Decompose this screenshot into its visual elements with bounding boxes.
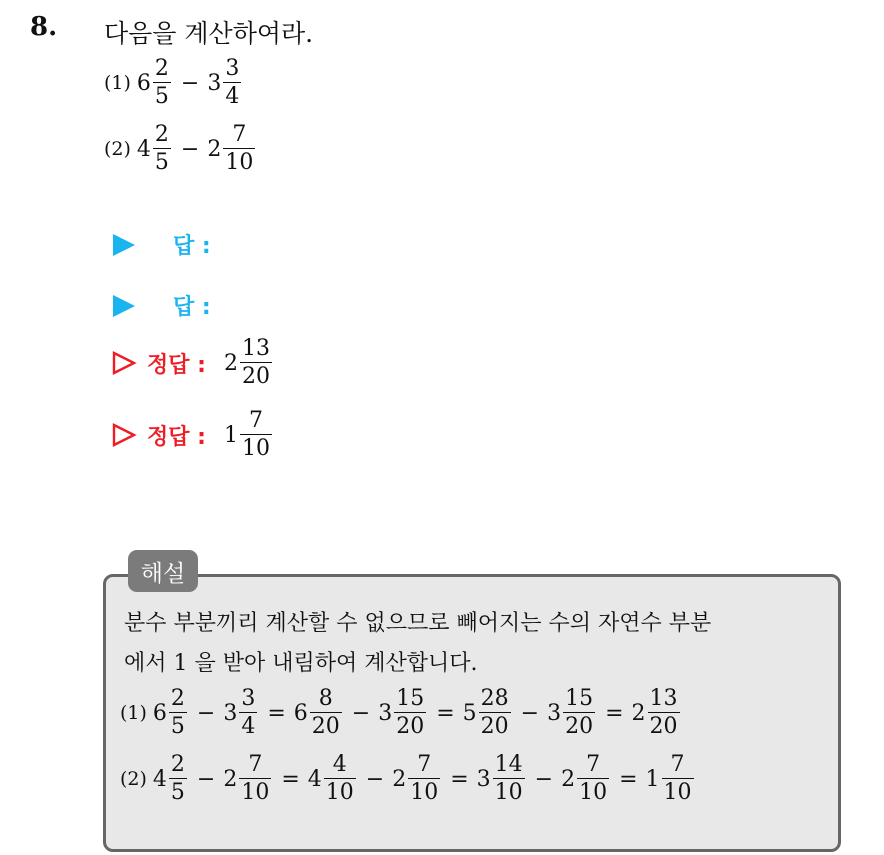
operator: − bbox=[365, 766, 385, 792]
denominator: 20 bbox=[311, 714, 340, 739]
whole-part: 3 bbox=[476, 766, 491, 792]
whole-part: 6 bbox=[152, 700, 167, 726]
answer-line-1 bbox=[113, 229, 211, 260]
fraction bbox=[223, 58, 241, 108]
whole-part: 2 bbox=[392, 766, 407, 792]
correct-value bbox=[224, 338, 274, 388]
denominator: 20 bbox=[396, 714, 425, 739]
denominator: 20 bbox=[649, 714, 678, 739]
denominator: 10 bbox=[410, 780, 439, 805]
question-text: 다음을 계산하여라. bbox=[104, 19, 314, 48]
fraction bbox=[563, 688, 595, 738]
denominator: 4 bbox=[225, 84, 240, 109]
fraction bbox=[239, 688, 257, 738]
denominator: 5 bbox=[154, 84, 169, 109]
operator: − bbox=[180, 136, 200, 162]
fraction bbox=[239, 754, 271, 804]
fraction bbox=[577, 754, 609, 804]
equation-label: (1) bbox=[120, 702, 147, 724]
answer-line-2 bbox=[113, 290, 211, 321]
denominator: 20 bbox=[565, 714, 594, 739]
whole-part: 3 bbox=[378, 700, 393, 726]
numerator: 4 bbox=[332, 752, 347, 777]
denominator: 10 bbox=[579, 780, 608, 805]
denominator: 10 bbox=[241, 780, 270, 805]
numerator: 2 bbox=[154, 56, 169, 81]
outline-triangle-icon bbox=[111, 350, 137, 376]
operator: = bbox=[267, 700, 286, 726]
whole-part: 1 bbox=[645, 766, 660, 792]
operator: = bbox=[450, 766, 469, 792]
denominator: 4 bbox=[241, 714, 256, 739]
correct-value bbox=[224, 410, 274, 460]
operator: − bbox=[534, 766, 554, 792]
numerator: 3 bbox=[225, 56, 240, 81]
numerator: 7 bbox=[417, 752, 432, 777]
denominator: 10 bbox=[663, 780, 692, 805]
numerator: 7 bbox=[586, 752, 601, 777]
fraction bbox=[394, 688, 426, 738]
operator: − bbox=[196, 766, 216, 792]
operator: − bbox=[520, 700, 540, 726]
operator: = bbox=[281, 766, 300, 792]
denominator: 10 bbox=[325, 780, 354, 805]
fraction bbox=[493, 754, 525, 804]
whole-part: 2 bbox=[223, 350, 238, 376]
numerator: 2 bbox=[170, 752, 185, 777]
numerator: 14 bbox=[494, 752, 523, 777]
problem-1 bbox=[104, 58, 243, 108]
numerator: 13 bbox=[241, 336, 270, 361]
fraction bbox=[324, 754, 356, 804]
denominator: 5 bbox=[154, 150, 169, 175]
whole-part: 4 bbox=[152, 766, 167, 792]
question-number: 8. bbox=[30, 12, 58, 42]
whole-part: 2 bbox=[561, 766, 576, 792]
explanation-line-2: 에서 1 을 받아 내림하여 계산합니다. bbox=[124, 651, 478, 676]
correct-label: 정답 : bbox=[147, 352, 206, 378]
numerator: 7 bbox=[670, 752, 685, 777]
whole-part: 2 bbox=[207, 136, 222, 162]
fraction bbox=[169, 688, 187, 738]
fraction bbox=[408, 754, 440, 804]
whole-part: 2 bbox=[631, 700, 646, 726]
answer-label: 답 : bbox=[173, 234, 211, 259]
operator: = bbox=[619, 766, 638, 792]
numerator: 13 bbox=[649, 686, 678, 711]
denominator: 20 bbox=[241, 364, 270, 389]
operator: − bbox=[180, 70, 200, 96]
operator: − bbox=[351, 700, 371, 726]
numerator: 2 bbox=[170, 686, 185, 711]
problem-2 bbox=[104, 124, 257, 174]
numerator: 7 bbox=[232, 122, 247, 147]
whole-part: 4 bbox=[307, 766, 322, 792]
fraction bbox=[240, 338, 272, 388]
operator: = bbox=[605, 700, 624, 726]
outline-triangle-icon bbox=[111, 422, 137, 448]
denominator: 10 bbox=[494, 780, 523, 805]
play-triangle-icon bbox=[113, 234, 135, 256]
fraction bbox=[153, 124, 171, 174]
denominator: 10 bbox=[241, 436, 270, 461]
fraction bbox=[310, 688, 342, 738]
problem-label: (1) bbox=[104, 72, 131, 94]
whole-part: 1 bbox=[223, 422, 238, 448]
fraction bbox=[662, 754, 694, 804]
answer-label: 답 : bbox=[173, 295, 211, 320]
explanation-line-1: 분수 부분끼리 계산할 수 없으므로 빼어지는 수의 자연수 부분 bbox=[124, 611, 712, 636]
explanation-equation-2 bbox=[120, 754, 696, 804]
explanation-equation-1 bbox=[120, 688, 682, 738]
denominator: 20 bbox=[480, 714, 509, 739]
explanation-tag: 해설 bbox=[128, 550, 198, 592]
correct-label: 정답 : bbox=[147, 424, 206, 450]
whole-part: 3 bbox=[207, 70, 222, 96]
operator: = bbox=[436, 700, 455, 726]
fraction bbox=[223, 124, 255, 174]
problem-label: (2) bbox=[104, 138, 131, 160]
operator: − bbox=[196, 700, 216, 726]
fraction bbox=[169, 754, 187, 804]
numerator: 8 bbox=[318, 686, 333, 711]
fraction bbox=[240, 410, 272, 460]
whole-part: 6 bbox=[293, 700, 308, 726]
play-triangle-icon bbox=[113, 295, 135, 317]
numerator: 7 bbox=[248, 752, 263, 777]
correct-answer-1 bbox=[111, 338, 274, 388]
numerator: 2 bbox=[154, 122, 169, 147]
denominator: 10 bbox=[225, 150, 254, 175]
whole-part: 3 bbox=[223, 700, 238, 726]
numerator: 15 bbox=[396, 686, 425, 711]
fraction bbox=[648, 688, 680, 738]
whole-part: 3 bbox=[547, 700, 562, 726]
correct-answer-2 bbox=[111, 410, 274, 460]
fraction bbox=[153, 58, 171, 108]
denominator: 5 bbox=[170, 714, 185, 739]
whole-part: 6 bbox=[136, 70, 151, 96]
whole-part: 5 bbox=[462, 700, 477, 726]
equation-label: (2) bbox=[120, 768, 147, 790]
denominator: 5 bbox=[170, 780, 185, 805]
numerator: 7 bbox=[248, 408, 263, 433]
whole-part: 2 bbox=[223, 766, 238, 792]
numerator: 15 bbox=[565, 686, 594, 711]
numerator: 28 bbox=[480, 686, 509, 711]
fraction bbox=[479, 688, 511, 738]
whole-part: 4 bbox=[136, 136, 151, 162]
numerator: 3 bbox=[241, 686, 256, 711]
